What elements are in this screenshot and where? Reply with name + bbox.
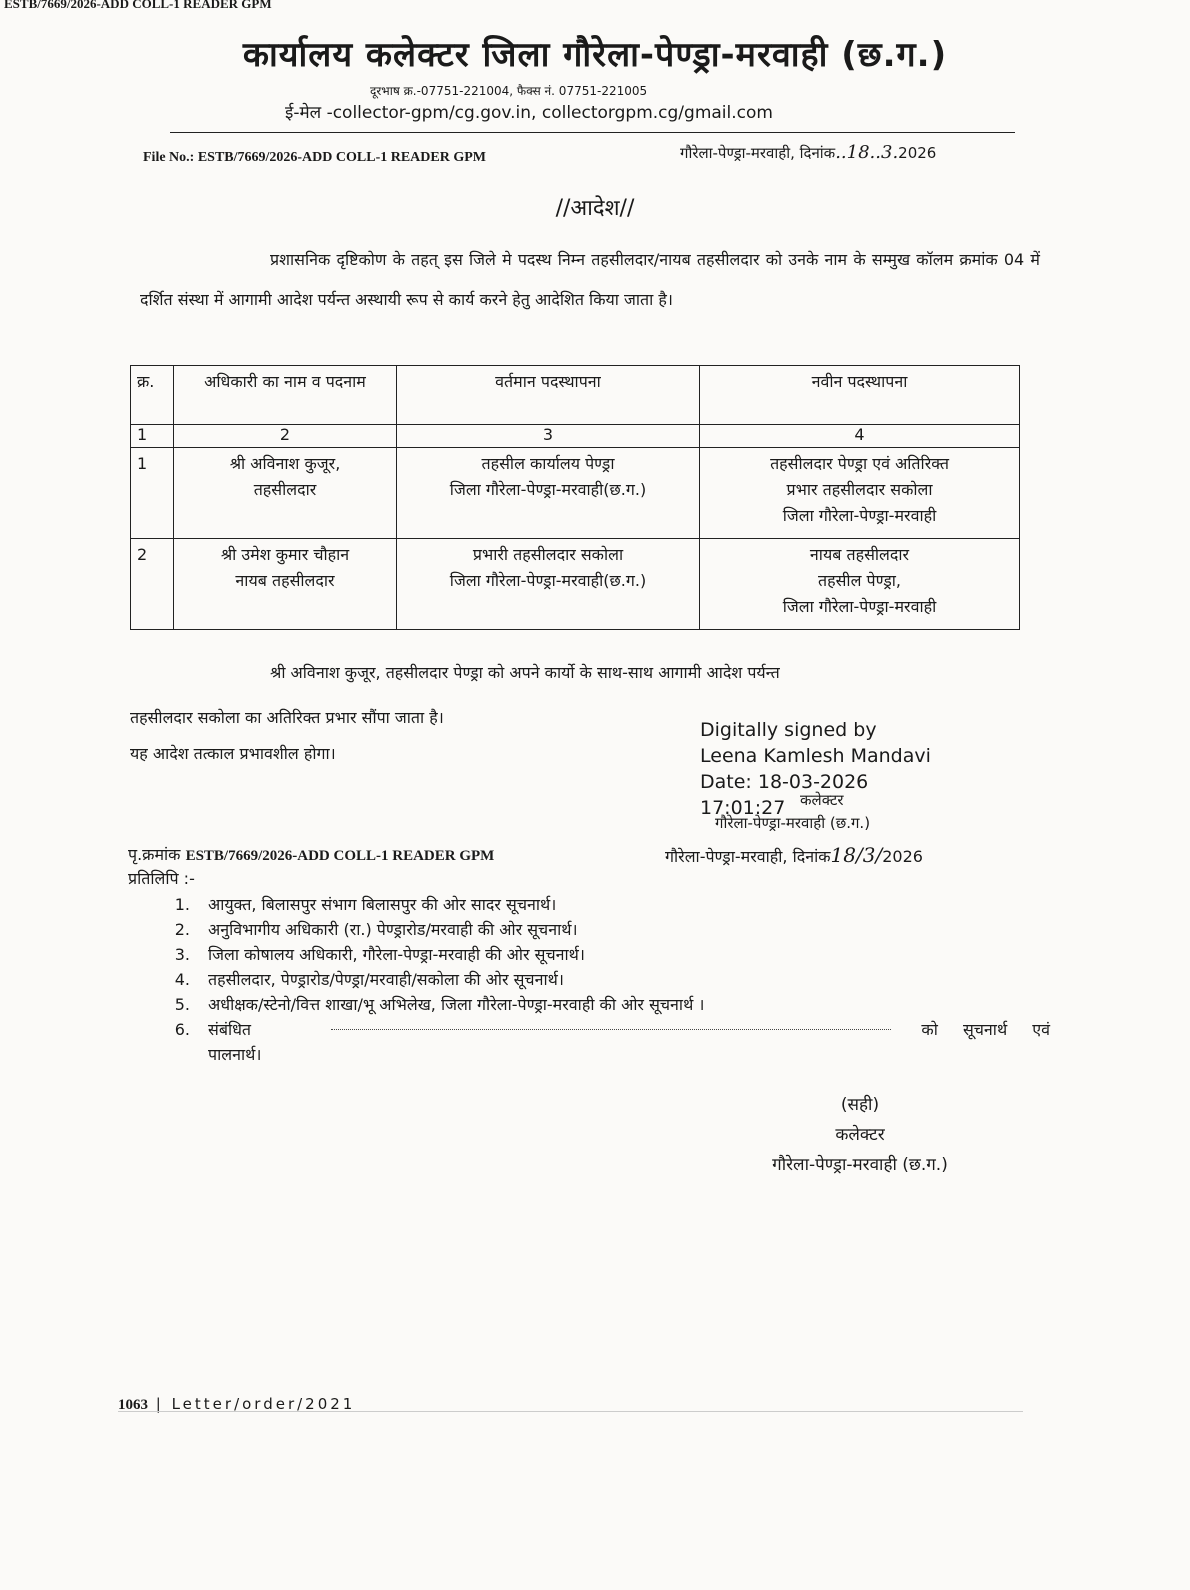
col-number: 1 (131, 425, 174, 448)
signature-time: 17:01:27 (700, 797, 786, 819)
current-posting-cell (397, 539, 700, 630)
list-item (150, 992, 1050, 1017)
signer-name: Leena Kamlesh Mandavi (700, 745, 931, 767)
list-item (150, 1042, 1050, 1067)
officer-name: श्री अविनाश कुजूर, (229, 454, 341, 473)
current-posting-line: तहसील कार्यालय पेण्ड्रा (481, 454, 615, 473)
footer-text: Letter/order/2021 (171, 1395, 356, 1413)
endorsement-number (128, 843, 494, 865)
officer-designation: तहसीलदार (253, 480, 317, 499)
order-paragraph-2-cont: तहसीलदार सकोला का अतिरिक्त प्रभार सौंपा जाता है। (130, 708, 444, 727)
table-row (131, 539, 1020, 630)
signature-line: Digitally signed by (700, 719, 877, 741)
place-date-label: गौरेला-पेण्ड्रा-मरवाही, दिनांक (680, 144, 836, 162)
collector-office: गौरेला-पेण्ड्रा-मरवाही (छ.ग.) (772, 1155, 948, 1175)
header-sno: क्र. (131, 366, 174, 425)
office-title: कार्यालय कलेक्टर जिला गौरेला-पेण्ड्रा-मरवाही (छ.ग.) (242, 35, 948, 75)
item-text (208, 1017, 1050, 1042)
copy-list (150, 892, 1050, 1067)
item-number: 5. (174, 995, 190, 1014)
collector-sign-block (730, 1090, 990, 1180)
officer-name: श्री उमेश कुमार चौहान (220, 545, 350, 564)
endorsement-handwritten-date: 18/3/ (830, 843, 883, 867)
posting-table (130, 365, 1020, 630)
signed-mark: (सही) (840, 1095, 880, 1115)
endorsement-label: पृ.क्रमांक (128, 845, 181, 864)
item-number: 1. (174, 895, 190, 914)
officer-cell (174, 539, 397, 630)
phone-fax-line: दूरभाष क्र.-07751-221004, फैक्स नं. 07751-221005 (370, 84, 648, 98)
endorsement-date (665, 843, 923, 867)
item-number: 4. (174, 970, 190, 989)
footer-divider (118, 1411, 1023, 1412)
document-reference-tag: ESTB/7669/2026-ADD COLL-1 READER GPM (4, 0, 272, 11)
order-effective-line: यह आदेश तत्काल प्रभावशील होगा। (130, 744, 336, 763)
new-posting-line: तहसील पेण्ड्रा, (818, 571, 901, 590)
file-number: File No.: ESTB/7669/2026-ADD COLL-1 READER GPM (143, 150, 486, 165)
email-line: ई-मेल -collector-gpm/cg.gov.in, collectorgpm.cg/gmail.com (285, 103, 773, 123)
item-text-continued: पालनार्थ। (208, 1045, 262, 1064)
column-number-row (131, 425, 1020, 448)
blank-fill-line (331, 1017, 891, 1030)
new-posting-line: प्रभार तहसीलदार सकोला (786, 480, 933, 499)
row-sno: 2 (131, 539, 174, 630)
header-current-posting: वर्तमान पदस्थापना (397, 366, 700, 425)
row-sno: 1 (131, 448, 174, 539)
order-heading: //आदेश// (555, 196, 635, 221)
item-text: अनुविभागीय अधिकारी (रा.) पेण्ड्रारोड/मरवाही की ओर सूचनार्थ। (208, 920, 578, 939)
item-number: 2. (174, 920, 190, 939)
header-divider (170, 132, 1015, 133)
officer-cell (174, 448, 397, 539)
item-text: आयुक्त, बिलासपुर संभाग बिलासपुर की ओर सादर सूचनार्थ। (208, 895, 557, 914)
item-number: 3. (174, 945, 190, 964)
order-paragraph-2: श्री अविनाश कुजूर, तहसीलदार पेण्ड्रा को अपने कार्यो के साथ-साथ आगामी आदेश पर्यन्त (270, 663, 780, 682)
endorsement-date-label: गौरेला-पेण्ड्रा-मरवाही, दिनांक (665, 847, 831, 866)
list-item (150, 942, 1050, 967)
date-year: 2026 (898, 144, 937, 162)
item-text: अधीक्षक/स्टेनो/वित्त शाखा/भू अभिलेख, जिला गौरेला-पेण्ड्रा-मरवाही की ओर सूचनार्थ । (208, 995, 705, 1014)
signer-office: गौरेला-पेण्ड्रा-मरवाही (छ.ग.) (715, 814, 871, 832)
handwritten-date: ..18..3. (835, 142, 899, 163)
list-item (150, 967, 1050, 992)
current-posting-line: प्रभारी तहसीलदार सकोला (472, 545, 624, 564)
new-posting-line: जिला गौरेला-पेण्ड्रा-मरवाही (782, 506, 937, 525)
new-posting-cell (700, 539, 1020, 630)
collector-designation: कलेक्टर (835, 1125, 885, 1145)
list-item (150, 917, 1050, 942)
endorsement-year: 2026 (882, 847, 923, 866)
signer-designation: कलेक्टर (800, 791, 844, 809)
current-posting-line: जिला गौरेला-पेण्ड्रा-मरवाही(छ.ग.) (449, 480, 647, 499)
footer-separator: | (148, 1395, 172, 1413)
list-item (150, 1017, 1050, 1042)
signature-date: Date: 18-03-2026 (700, 771, 869, 793)
item-text: तहसीलदार, पेण्ड्रारोड/पेण्ड्रा/मरवाही/सकोला की ओर सूचनार्थ। (208, 970, 564, 989)
new-posting-line: जिला गौरेला-पेण्ड्रा-मरवाही (782, 597, 937, 616)
new-posting-line: तहसीलदार पेण्ड्रा एवं अतिरिक्त (770, 454, 949, 473)
footer-code: 1063 (118, 1397, 148, 1413)
table-row (131, 448, 1020, 539)
item-number (150, 1042, 208, 1067)
current-posting-cell (397, 448, 700, 539)
table-header-row (131, 366, 1020, 425)
new-posting-line: नायब तहसीलदार (809, 545, 910, 564)
concerned-label: संबंधित (208, 1020, 252, 1039)
col-number: 2 (174, 425, 397, 448)
current-posting-line: जिला गौरेला-पेण्ड्रा-मरवाही(छ.ग.) (449, 571, 647, 590)
place-date (680, 142, 936, 163)
concerned-suffix: को सूचनार्थ एवं (921, 1020, 1050, 1039)
new-posting-cell (700, 448, 1020, 539)
officer-designation: नायब तहसीलदार (235, 571, 335, 590)
item-number: 6. (174, 1020, 190, 1039)
order-paragraph-1: प्रशासनिक दृष्टिकोण के तहत् इस जिले मे पदस्थ निम्न तहसीलदार/नायब तहसीलदार को उनके नाम के सम्मुख कॉलम क्रमांक 04 में दर्शित संस्था में आगामी आदेश पर्यन्त अस्थायी रूप से कार्य करने हेतु आदेशित किया जाता है। (140, 250, 1040, 309)
list-item (150, 892, 1050, 917)
copy-to-label: प्रतिलिपि :- (128, 869, 195, 888)
header-new-posting: नवीन पदस्थापना (700, 366, 1020, 425)
col-number: 3 (397, 425, 700, 448)
endorsement-ref: ESTB/7669/2026-ADD COLL-1 READER GPM (185, 848, 495, 864)
item-text: जिला कोषालय अधिकारी, गौरेला-पेण्ड्रा-मरवाही की ओर सूचनार्थ। (208, 945, 585, 964)
col-number: 4 (700, 425, 1020, 448)
header-officer: अधिकारी का नाम व पदनाम (174, 366, 397, 425)
